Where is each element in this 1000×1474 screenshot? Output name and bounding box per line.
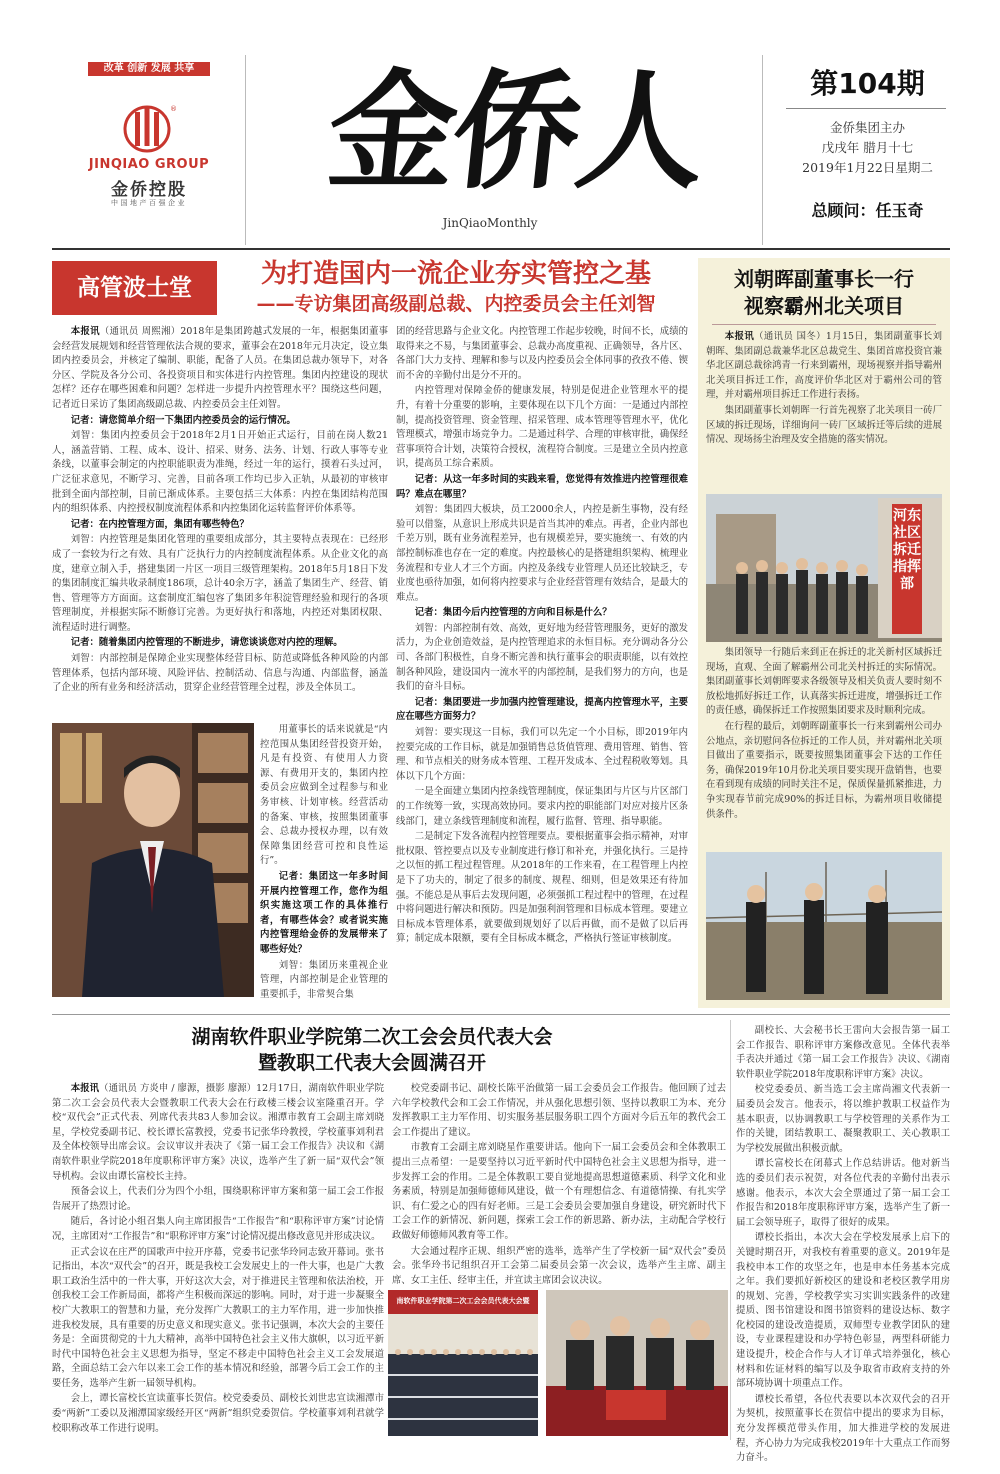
slogan-banner: 改革 创新 发展 共享 [88, 62, 210, 76]
paragraph-text: （通讯员 方炎申 / 廖源，摄影 廖源）12月17日，湖南软件职业学院第二次工会会员代表大会暨教职工代表大会在行政楼三楼会议室隆重召开。学校“双代会”正式代表、列席代表共83人参加会议。湘潭市教育工会副主席刘晓星，学校党委副书记、校长谭长富教授，党委书记张华玲教授，学校董事刘利君及全体校领导出席会议。会议审议并表决了《第一届工会工作报告》决议和《湖南软件职业学院2018年度职称评审方案》决议，选举产生了新一届“双代会”领导机构。会议由谭长富校长主持。 [52, 1083, 384, 1182]
interview-question: 记者：集团今后内控管理的方向和目标是什么？ [414, 607, 612, 619]
logo-english-name: JINQIAO GROUP [88, 157, 210, 172]
issue-divider [786, 108, 946, 109]
paragraph: 内控管理对保障金侨的健康发展，特别是促进企业管理水平的提升，有着十分重要的影响，主要体现在以下几个方面：一是通过内部控制，提高投资管理、资金管理、招采管理、成本管理等管理水平，优化管理模式，增强市场竞争力。二是通过科学、合理的审核审批，确保经营事项符合计划，决策符合授权，流程符合制度。三是建立全员内控意识，提高员工综合素质。 [396, 385, 688, 470]
union-column-2 [392, 1082, 726, 1286]
logo-tagline: 中国地产百强企业 [111, 199, 187, 207]
sidebar-story-text-2 [706, 646, 942, 846]
section-rule [52, 1014, 950, 1015]
masthead-rule [52, 248, 950, 250]
paragraph: 用董事长的话来说就是“内控范围从集团经营投资开始，凡是有投资、有使用人力资源、有费用开支的，集团内控委员会应做到全过程参与和业务审核、计划审核。经营活动的备案、审核，按照集团董事会、总裁办授权办理，以有效保障集团经营可控和良性运行”。 [260, 724, 388, 867]
paragraph [52, 1082, 384, 1184]
paragraph: 集团领导一行随后来到正在拆迁的北关新村区域拆迁现场，直观、全面了解霸州公司北关村拆迁的实际情况。集团副董事长刘朝晖要求各级领导及相关负责人要时刻不放松地抓好拆迁工作，认真落实拆迁进度，增强拆迁工作的责任感，确保拆迁工作按照集团要求及时顺利完成。 [706, 647, 942, 717]
interview-headline: 为打造国内一流企业夯实管控之基 [260, 259, 651, 289]
paragraph: 二是制定下发各流程内控管理要点。要根据董事会指示精神，对审批权限、管控要点以及专业制度进行修订和补充，并强化执行。三是持之以恒的抓工程过程管理。从2018年的工作来看，在工程管理上内控是下了功夫的，制定了很多的制度、规程、细则，但是效果还有待加强。不能总是从事后去发现问题，必须强抓工程过程中的管理，在过程中将问题进行解决和预防。四是加强利润管理和目标成本管理。要建立目标成本管理体系，就要做到规划好了以后再做，而不是做了以后再算；制定成本限额，要有全目标成本概念，严格执行签证审核制度。 [396, 831, 688, 945]
jinqiao-logo-icon [118, 102, 176, 154]
interview-question: 记者：随着集团内控管理的不断进步，请您谈谈您对内控的理解。 [70, 637, 343, 649]
paragraph: 刘智：内部控制是保障企业实现整体经营目标、防范或降低各种风险的内部管理体系，包括内部环境、风险评估、控制活动、信息与沟通、内部监督，涵盖了企业的所有业务和经济活动，贯穿企业经营管理全过程，涉及全体员工。 [52, 653, 388, 694]
paragraph: 副校长、大会秘书长王雷向大会报告第一届工会工作报告、职称评审方案修改意见。全体代表举手表决并通过《第一届工会工作报告》决议、《湖南软件职业学院2018年度职称评审方案》决议。 [736, 1025, 950, 1080]
masthead-divider-left [245, 55, 246, 245]
svg-text:®: ® [170, 105, 177, 113]
paragraph-text: （通讯员 国冬）1月15日，集团副董事长刘朝晖、集团副总裁兼华北区总裁党生、集团首席投资官兼华北区副总裁徐鸿青一行来到霸州，现场视察并指导霸州北关项目拆迁工作，高度评价华北区对于霸州公司的管理，并对霸州项目拆迁工作进行表扬。 [706, 331, 942, 401]
union-headline-line-2: 暨教职工代表大会圆满召开 [257, 1052, 486, 1074]
chief-advisor: 总顾问：任玉奇 [811, 201, 924, 220]
column-badge: 高管波士堂 [52, 261, 217, 315]
sidebar-photo-site [706, 852, 942, 1000]
interview-question: 记者：请您简单介绍一下集团内控委员会的运行情况。 [70, 414, 296, 426]
paragraph: 随后，各讨论小组召集人向主席团报告“工作报告”和“职称评审方案”讨论情况，主席团对“工作报告”和“职称评审方案”讨论情况提出修改意见并形成决议。 [52, 1216, 384, 1242]
sidebar-headline-line-1: 刘朝晖副董事长一行 [734, 267, 914, 291]
interview-question: 记者：集团这一年多时间开展内控管理工作，您作为组织实施这项工作的具体推行者，有哪些体会？或者说实施内控管理给金侨的发展带来了哪些好处？ [260, 870, 388, 955]
publish-date: 2019年1月22日星期二 [802, 160, 933, 175]
sponsor: 金侨集团主办 [829, 120, 905, 135]
paragraph: 大会通过程序正规、组织严密的选举，选举产生了学校新一届“双代会”委员会。张华玲书记组织召开工会第二届委员会第一次会议，选举产生主席、副主席、女工主任、经审主任，并宣读主席团会议决议。 [392, 1245, 726, 1286]
union-headline-line-1: 湖南软件职业学院第二次工会会员代表大会 [191, 1026, 553, 1048]
paragraph: 刘智：集团内控委员会于2018年2月1日开始正式运行，目前在岗人数21人，涵盖营销、工程、成本、设计、招采、财务、法务、计划、行政人事等专业条线，以董事会制定的内控职能职责为准绳，经过一年的运行，摸着石头过河，广泛征求意见，不断学习、完善，目前各项工作均已步入正轨，从最初的审核审批到全面内部控制，目前已渐成体系。主要包括三大体系：内控在集团结构范围内的组织体系、内控授权制度流程体系和内控集团化运转监督评价体系等。 [52, 430, 388, 515]
union-photo-voting [546, 1290, 728, 1436]
sidebar-story-text-1 [706, 330, 942, 490]
paragraph-text: （通讯员 周熙湘）2018年是集团跨越式发展的一年，根据集团董事会经营发展规划和经营管理依法合规的要求，董事会在2018年元月决定，设立集团内控委员会，并核定了编制、职能，配备了人员。在集团总裁办领导下，对各分区、学院及各分公司、各投资项目和实体进行内控管理。集团内控建设的现状怎样？还存在哪些困难和问题？怎样进一步提升内控管理水平？围绕这些问题，记者近日采访了集团高级副总裁、内控委员会主任刘智。 [52, 326, 388, 410]
paragraph: 刘智：内控管理是集团化管理的重要组成部分，其主要特点表现在：已经形成了一套较为行之有效、具有广泛执行力的内控制度流程体系。从企业文化的高度，建章立制入手，搭建集团一片区一项目三级管理架构。2018年5月18日下发的集团制度汇编共收录制度186项，总计40余万字，涵盖了集团生产、经营、销售、管理等方方面面。这套制度汇编包容了集团多年积淀管理经验和现行的各项管理制度，并根据实际不断修订完善。为更好执行和落地，内控还对集团权限、流程适时进行调整。 [52, 534, 388, 633]
paragraph: 刘智：集团历来重视企业管理，内部控制是企业管理的重要抓手，非常契合集 [260, 959, 388, 1000]
paragraph [706, 330, 942, 403]
paragraph: 会上，谭长富校长宣读董事长贺信。校党委委员、副校长刘世忠宣读湘潭市委“两新”工委以及湘潭国家级经开区“两新”组织党委贺信。学校董事刘利君就学校职称改革工作进行说明。 [52, 1393, 384, 1434]
union-story-headline [52, 1024, 692, 1076]
paragraph: 刘智：内部控制有效、高效，更好地为经营管理服务，更好的激发活力，为企业创造效益，是内控管理追求的永恒目标。充分调动各分公司、各部门积极性，自身不断完善和执行董事会的职责职能，以有效控制各种风险，建设国内一流水平的内部控制，是我们努力的方向，也是我们的奋斗目标。 [396, 622, 688, 693]
paragraph: 校党委委员、新当选工会主席尚湘文代表新一届委员会发言。他表示，将以维护教职工权益作为基本职责，以协调教职工与学校管理的关系作为工作的关键，团结教职工、凝聚教职工、关心教职工为学校发展做出积极贡献。 [736, 1084, 950, 1154]
sidebar-headline-rule [712, 324, 936, 325]
union-photo-group [388, 1290, 538, 1436]
paragraph: 在行程的最后，刘朝晖副董事长一行来到霸州公司办公地点，亲切慰问各位拆迁的工作人员，并对霸州北关项目做出了重要指示，既要按照集团董事会下达的工作任务，确保2019年10月份北关项目要实现开盘销售，也要在看到现有成绩的同时关注不足，保质保量抓紧推进，力争实现春节前完成90%的拆迁目标，为霸州项目收储提供条件。 [706, 720, 942, 820]
dateline-lead: 本报讯 [70, 326, 100, 337]
demolition-office-sign: 河东社区拆迁指挥部 [893, 508, 921, 592]
paragraph: 谭校长指出，本次大会在学校发展承上启下的关键时期召开，对我校有着重要的意义。2019年是我校申本工作的攻坚之年，也是申本任务基本完成之年。我们要抓好新校区的建设和老校区教学用房的规划、完善，学校教学实习实训实践条件的改建提质、图书馆建设和图书馆资料的建设达标、数字化校园的建设改造提质，双师型专业教学团队的建设，专业课程建设和办学特色彰显，两型科研能力建设提升，校企合作与人才订单式培养强化，核心材料和佐证材料的编写以及争取省市政府支持的外部环境协调十项重点工作。 [736, 1232, 950, 1390]
interview-question: 记者：从这一年多时间的实践来看，您觉得有效推进内控管理很难吗？难点在哪里？ [396, 473, 688, 500]
interview-column-2 [396, 325, 688, 1005]
paragraph [52, 325, 388, 413]
sidebar-headline-line-2: 视察霸州北关项目 [744, 294, 904, 318]
paragraph: 一是全面建立集团内控条线管理制度，保证集团与片区与片区部门的工作统筹一致，实现高效协同。要求内控的职能部门对应对接片区条线部门，建立条线管理制度和流程，履行监督、管理、指导职能。 [396, 786, 688, 827]
newspaper-title-english: JinQiaoMonthly [442, 216, 538, 230]
dateline-lead: 本报讯 [70, 1083, 100, 1094]
issue-number: 第104期 [810, 67, 925, 100]
sidebar-story-headline [704, 266, 944, 320]
paragraph: 市教育工会副主席刘晓星作重要讲话。他向下一届工会委员会和全体教职工提出三点希望：一是要坚持以习近平新时代中国特色社会主义思想为指导，进一步发挥工会的作用。二是全体教职工要自觉地提高思想道德素质、科学文化和业务素质，特别是加强师德师风建设，做一个有理想信念、有道德情操、有扎实学识、有仁爱之心的四有好老师。三是工会委员会要加强自身建设，研究新时代下工会工作的新情况、新问题，探索工会工作的新思路、新办法，主动配合学校行政做好师德师风教育等工作。 [392, 1142, 726, 1241]
interview-question: 记者：在内控管理方面，集团有哪些特色？ [70, 518, 249, 530]
paragraph: 刘智：集团四大板块，员工2000余人，内控是新生事物，没有经验可以借鉴，从意识上形成共识是首当其冲的难点。再者，企业内部也千差万别，既有业务流程差异，也有规模差异，要实施统一、有效的内部控制标准也存在一定的难度。内控最核心的是搭建组织架构、梳理业务流程和专业人才三个方面。内控及条线专业管理人员还比较缺乏，专业度也亟待加强，如何将内控要求与企业经营管理有效结合，是最大的难点。 [396, 504, 688, 603]
interview-question: 记者：集团要进一步加强内控管理建设，提高内控管理水平，主要应在哪些方面努力？ [396, 696, 688, 723]
interview-column-1 [52, 325, 388, 717]
paragraph: 预备会议上，代表们分为四个小组，围绕职称评审方案和第一届工会工作报告展开了热烈讨论。 [52, 1186, 384, 1212]
lunar-date: 戊戌年 腊月十七 [821, 140, 914, 155]
paragraph: 校党委副书记、副校长陈平治做第一届工会委员会工作报告。他回顾了过去六年学校教代会和工会工作情况，并从强化思想引领、坚持以教职工为本、充分发挥教职工主力军作用、切实服务基层服务职工四个方面对今后五年的教代会工会工作提出了建议。 [392, 1083, 726, 1138]
paragraph: 刘智：要实现这一目标，我们可以先定一个小目标，即2019年内控要完成的工作目标，就是加强销售总货值管理、费用管理、销售、管理、和节点相关的财务成本管理、工程开发成本、全过程税收筹划。具体以下几个方面： [396, 727, 688, 782]
union-column-1 [52, 1082, 384, 1434]
interview-subheadline: ——专访集团高级副总裁、内控委员会主任刘智 [256, 293, 656, 315]
logo-chinese-name: 金侨控股 [111, 180, 187, 200]
sidebar-photo-inspection [706, 494, 942, 642]
paragraph: 正式会议在庄严的国歌声中拉开序幕，党委书记张华玲同志致开幕词。张书记指出，本次“双代会”的召开，既是我校工会发展史上的一件大事，也是广大教职工政治生活中的一件大事，开好这次大会，对于推进民主管理和依法治校，开创我校工会工作新局面，都将产生积极而深远的影响。同时，对于进一步凝聚全校广大教职工的智慧和力量，充分发挥广大教职工的主力军作用，进一步加快推进我校发展，具有重要的历史意义和现实意义。张书记强调，本次大会的主要任务是：全面贯彻党的十九大精神，高举中国特色社会主义伟大旗帜，以习近平新时代中国特色社会主义思想为指导，坚定不移走中国特色社会主义工会发展道路，全面总结工会六年以来工会工作的基本情况和经验，部署今后工会工作的主要任务，选举产生新一届领导机构。 [52, 1246, 384, 1389]
union-column-3 [736, 1024, 950, 1464]
paragraph: 集团副董事长刘朝晖一行首先视察了北关项目一砖厂区域的拆迁现场，详细询问一砖厂区域拆迁等后续的进展情况、现场扬尘治理及安全措施的落实情况。 [706, 404, 942, 446]
newspaper-title: 金侨人 [321, 57, 709, 207]
paragraph: 团的经营思路与企业文化。内控管理工作起步较晚，时间不长，成绩的取得来之不易，与集团董事会、总裁办高度重视、正确领导，各片区、各部门大力支持、理解和参与以及内控委员会全体同事的孜孜不倦、锲而不舍的辛勤付出是分不开的。 [396, 326, 688, 381]
paragraph: 谭校长希望，各位代表要以本次双代会的召开为契机，按照董事长在贺信中提出的要求为目标，充分发挥模范带头作用，加大推进学校的发展进程，齐心协力为完成我校2019年十大重点工作而努力奋斗。 [736, 1393, 950, 1464]
interview-column-1b [260, 723, 388, 1003]
masthead-divider-right [762, 55, 763, 245]
union-column-divider [730, 1020, 731, 1440]
publication-info [780, 118, 955, 178]
meeting-banner-text: 南软件职业学院第二次工会会员代表大会暨 [396, 1297, 530, 1305]
dateline-lead: 本报讯 [724, 331, 755, 342]
interviewee-portrait [52, 723, 254, 997]
paragraph: 谭长富校长在闭幕式上作总结讲话。他对新当选的委员们表示祝贺，对各位代表的辛勤付出表示感谢。他表示，本次大会全票通过了第一届工会工作报告和2018年度职称评审方案，选举产生了新一届工会领导班子，取得了很好的成果。 [736, 1158, 950, 1228]
